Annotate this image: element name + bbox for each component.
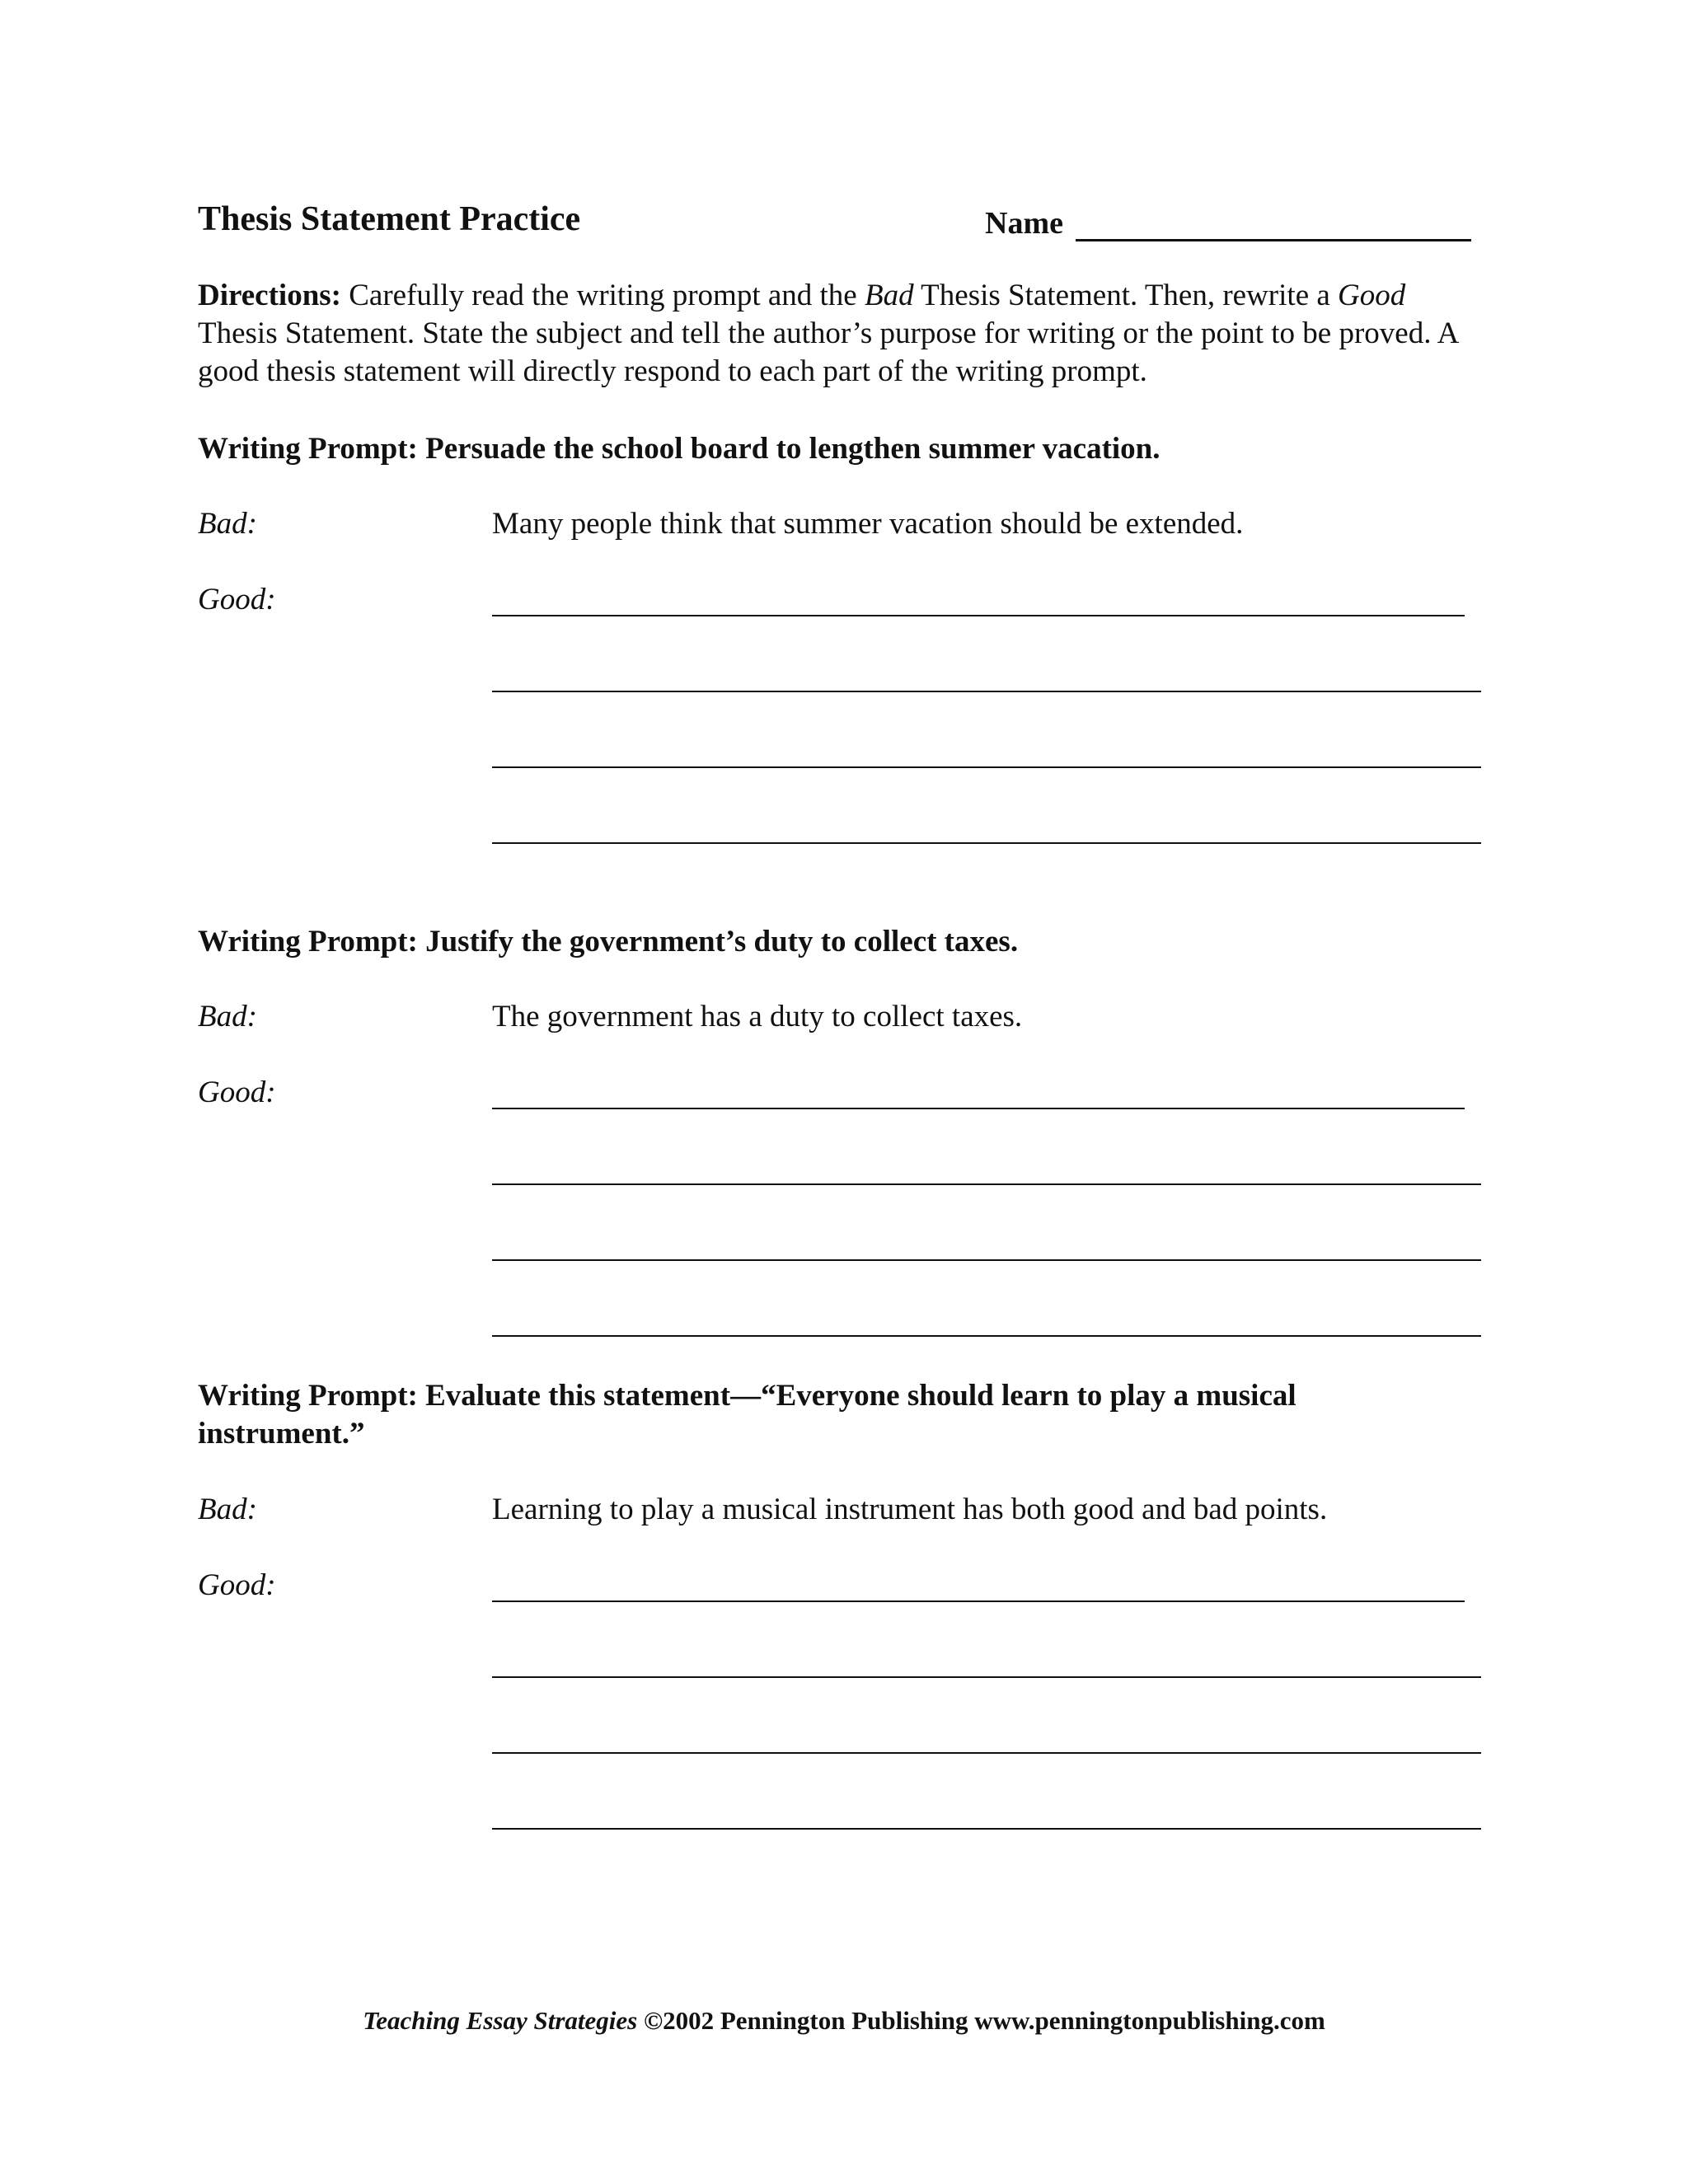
directions-label: Directions: [198, 279, 341, 312]
name-label: Name [985, 206, 1063, 241]
bad-statement-1: Many people think that summer vacation should be extended. [492, 507, 1244, 541]
answer-line[interactable] [492, 1108, 1465, 1109]
directions-good-word: Good [1338, 279, 1406, 312]
answer-line[interactable] [492, 766, 1481, 768]
bad-statement-3: Learning to play a musical instrument has both good and bad points. [492, 1493, 1328, 1526]
bad-label-3: Bad: [198, 1493, 257, 1526]
answer-line[interactable] [492, 1676, 1481, 1678]
directions-bad-word: Bad [864, 279, 914, 312]
directions-text-1: Carefully read the writing prompt and the [341, 279, 865, 312]
writing-prompt-2: Writing Prompt: Justify the government’s duty to collect taxes. [198, 925, 1019, 958]
answer-line[interactable] [492, 1259, 1481, 1261]
answer-line[interactable] [492, 615, 1465, 616]
answer-line[interactable] [492, 1335, 1481, 1337]
writing-prompt-1: Writing Prompt: Persuade the school board to lengthen summer vacation. [198, 432, 1160, 466]
good-label-2: Good: [198, 1076, 276, 1109]
footer-book-title: Teaching Essay Strategies [363, 2006, 638, 2035]
writing-prompt-3: Writing Prompt: Evaluate this statement—“Everyone should learn to play a musical instrument.” [198, 1379, 1296, 1451]
answer-line[interactable] [492, 1183, 1481, 1185]
bad-label-2: Bad: [198, 1000, 257, 1033]
footer-publisher: ©2002 Pennington Publishing www.penningtonpublishing.com [637, 2006, 1325, 2035]
page-title: Thesis Statement Practice [198, 200, 581, 238]
page-footer [0, 2004, 1688, 2037]
good-label-3: Good: [198, 1568, 276, 1602]
directions-text-3: Thesis Statement. State the subject and tell the author’s purpose for writing or the point to be proved. A good thesis statement will directly respond to each part of the writing prompt. [198, 316, 1458, 388]
bad-statement-2: The government has a duty to collect taxes. [492, 1000, 1023, 1033]
directions-paragraph [198, 277, 1484, 391]
bad-label-1: Bad: [198, 507, 257, 541]
directions-text-2: Thesis Statement. Then, rewrite a [913, 279, 1339, 312]
name-blank-line[interactable] [1076, 239, 1471, 241]
answer-line[interactable] [492, 691, 1481, 692]
answer-line[interactable] [492, 842, 1481, 844]
good-label-1: Good: [198, 583, 276, 616]
answer-line[interactable] [492, 1752, 1481, 1754]
answer-line[interactable] [492, 1601, 1465, 1602]
answer-line[interactable] [492, 1828, 1481, 1830]
